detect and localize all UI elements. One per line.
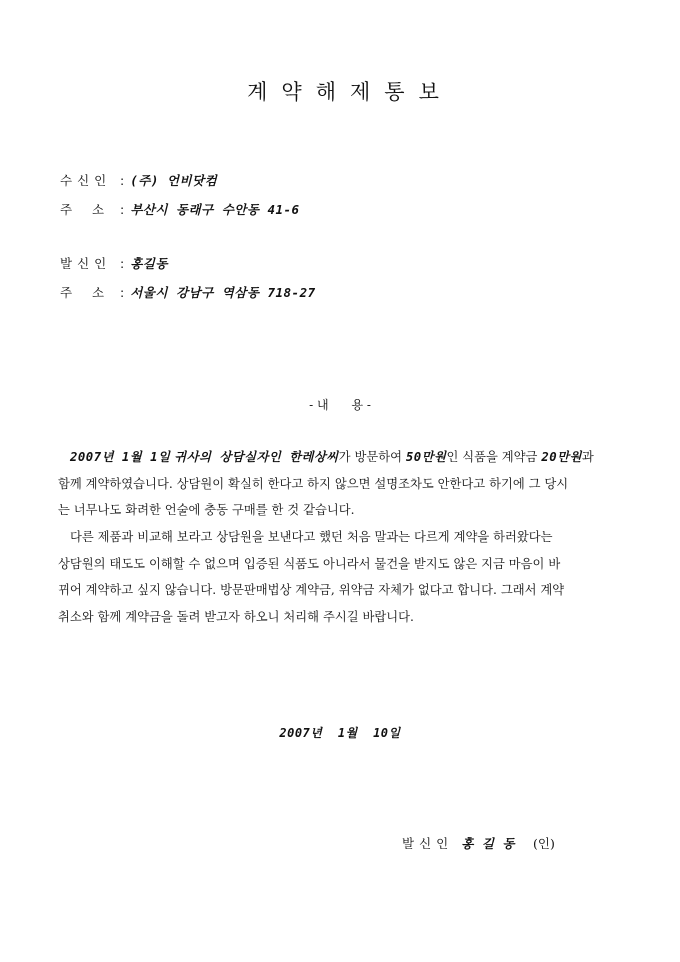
signature-block	[402, 834, 555, 852]
sender-address: 서울시 강남구 역삼동 718-27	[130, 285, 316, 300]
body-paragraph-2	[58, 524, 622, 630]
signature-name: 홍 길 동	[461, 836, 516, 851]
sender-name: 홍길동	[130, 256, 168, 271]
body-text: 과	[581, 450, 594, 464]
section-title: - 내 용 -	[309, 398, 371, 412]
seal-mark: (인)	[533, 836, 555, 851]
body-paragraph-1	[58, 444, 622, 524]
document-title: 계약해제통보	[247, 80, 453, 104]
body-line: 취소와 함께 계약금을 돌려 받고자 하오니 처리해 주시길 바랍니다.	[58, 609, 414, 624]
colon: :	[120, 256, 125, 271]
body-line: 상담원의 태도도 이해할 수 없으며 입증된 식품도 아니라서 물건을 받지도 않은 지금 마음이 바	[58, 556, 561, 571]
recipient-row	[60, 172, 217, 190]
body-text: 가 방문하여	[338, 450, 406, 464]
product-price: 50만원	[405, 450, 447, 464]
body-line	[58, 444, 622, 471]
sender-address-row	[60, 284, 316, 302]
sender-address-label: 주 소	[60, 285, 105, 300]
deposit-amount: 20만원	[541, 450, 582, 464]
colon: :	[120, 285, 125, 300]
recipient-label: 수신인	[60, 173, 112, 188]
sender-row	[60, 255, 168, 273]
body-line: 는 너무나도 화려한 언술에 충동 구매를 한 것 같습니다.	[58, 503, 355, 517]
contract-date: 2007년 1월 1일	[70, 450, 171, 464]
body-text: 인 식품을 계약금	[446, 450, 542, 464]
recipient-address-label: 주 소	[60, 202, 105, 217]
colon: :	[120, 202, 125, 217]
body-line: 뀌어 계약하고 싶지 않습니다. 방문판매법상 계약금, 위약금 자체가 없다고 합니다. 그래서 계약	[58, 583, 565, 597]
colon: :	[120, 173, 125, 188]
body-line: 함께 계약하였습니다. 상담원이 확실히 한다고 하지 않으면 설명조차도 안한다고 하기에 그 당시	[58, 476, 569, 491]
recipient-address: 부산시 동래구 수안동 41-6	[130, 202, 300, 217]
body-line: 다른 제품과 비교해 보라고 상담원을 보낸다고 했던 처음 말과는 다르게 계약을 하러왔다는	[70, 530, 553, 544]
sales-party: 귀사의 상담실자인 한레상씨	[174, 450, 339, 464]
recipient-address-row	[60, 201, 300, 219]
signature-label: 발신인	[402, 836, 454, 851]
document-date: 2007년 1월 10일	[279, 726, 401, 740]
recipient-name: (주) 언비닷컴	[130, 173, 218, 188]
sender-label: 발신인	[60, 256, 112, 271]
